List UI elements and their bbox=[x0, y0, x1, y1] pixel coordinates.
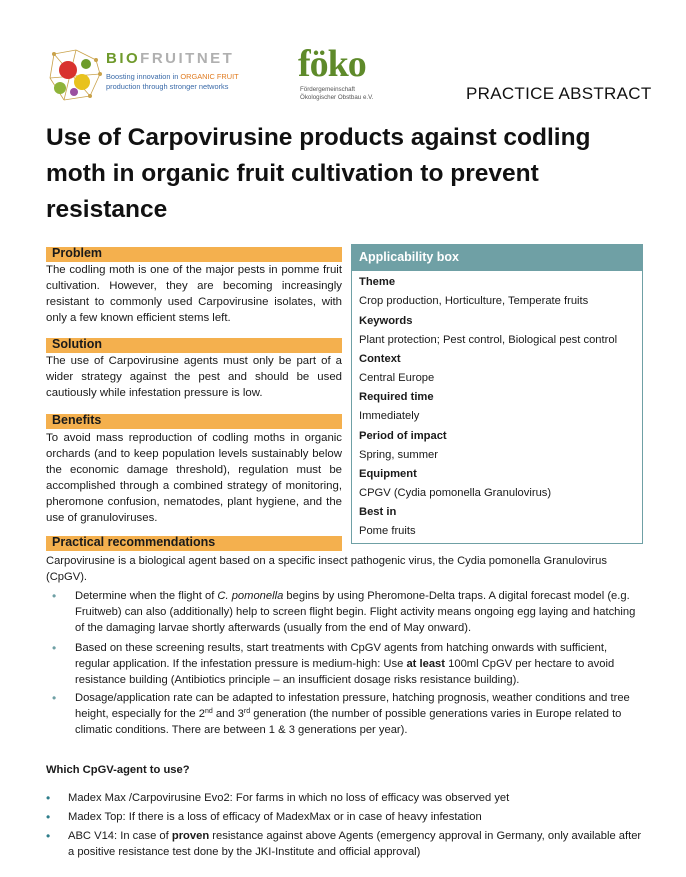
benefits-heading-bar bbox=[46, 414, 342, 429]
problem-heading: Problem bbox=[52, 246, 103, 260]
solution-heading-bar bbox=[46, 338, 342, 353]
biofruitnet-wordmark: BIOFRUITNET bbox=[106, 50, 235, 67]
bullet-icon: • bbox=[52, 691, 57, 705]
context-value: Central Europe bbox=[359, 372, 435, 384]
bullet-icon: • bbox=[52, 589, 57, 603]
required-time-value: Immediately bbox=[359, 410, 420, 422]
keywords-label: Keywords bbox=[359, 315, 413, 327]
biofruitnet-tagline: Boosting innovation in ORGANIC FRUIT production through stronger networks bbox=[106, 72, 239, 91]
solution-text: The use of Carpovirusine agents must only be part of a wider strategy against the pest and should be used cautiously while infestation pressure is low. bbox=[46, 355, 342, 399]
keywords-value: Plant protection; Pest control, Biological pest control bbox=[359, 334, 618, 346]
bullet-icon: • bbox=[46, 810, 51, 824]
document-title: Use of Carpovirusine products against codling moth in organic fruit cultivation to prevent resistance bbox=[46, 124, 591, 223]
foko-logo bbox=[298, 43, 418, 102]
bullet-icon: • bbox=[46, 791, 51, 805]
theme-value: Crop production, Horticulture, Temperate fruits bbox=[359, 295, 589, 307]
biofruitnet-logo bbox=[46, 44, 256, 106]
benefits-heading: Benefits bbox=[52, 413, 102, 427]
list-item-text: Determine when the flight of C. pomonella begins by using Pheromone-Delta traps. A digital forecast model (e.g. Fruitweb) can also (additionally) help to screen flight begin. Flight activity means ongoing egg laying and hatching of the damaging larvae shortly afterwards (usually from the end of May onward). bbox=[75, 590, 636, 634]
theme-label: Theme bbox=[359, 276, 396, 288]
problem-text: The codling moth is one of the major pests in pomme fruit cultivation. However, they are becoming increasingly resistant to commonly used Carpovirusine isolates, with only a few known efficient stems left. bbox=[46, 264, 342, 324]
period-value: Spring, summer bbox=[359, 449, 438, 461]
bullet-icon: • bbox=[46, 829, 51, 843]
bullet-icon: • bbox=[52, 641, 57, 655]
applicability-box bbox=[351, 244, 643, 544]
practical-heading-bar bbox=[46, 536, 342, 551]
period-label: Period of impact bbox=[359, 430, 447, 442]
applicability-title: Applicability box bbox=[359, 250, 460, 264]
foko-subtitle: Fördergemeinschaft Ökologischer Obstbau e.V. bbox=[300, 86, 374, 101]
practical-intro: Carpovirusine is a biological agent based on a specific insect pathogenic virus, the Cydia pomonella Granulovirus (CpGV). bbox=[46, 555, 607, 583]
biofruitnet-network-icon bbox=[46, 44, 104, 106]
equipment-label: Equipment bbox=[359, 468, 417, 480]
list-item-text: ABC V14: In case of proven resistance against above Agents (emergency approval in Germany, only available after a positive resistance test done by the JKI-Institute and official approval) bbox=[68, 830, 642, 858]
which-agent-heading: Which CpGV-agent to use? bbox=[46, 764, 190, 776]
benefits-text: To avoid mass reproduction of codling moths in organic orchards (and to keep population levels sustainably below the economic damage threshold), regulation must be accomplished through a combined strategy of monitoring, pheromone confusion, nematodes, plant hygiene, and the use of granuloviruses. bbox=[46, 432, 342, 524]
solution-heading: Solution bbox=[52, 337, 102, 351]
applicability-header bbox=[352, 245, 642, 271]
foko-wordmark: föko bbox=[298, 43, 366, 85]
list-item-text: Based on these screening results, start treatments with CpGV agents from hatching onwards with sufficient, regular application. If the infestation pressure is medium-high: Use at least 100ml CpGV per hectare to avoid resistance building (Antibiotics principle – an insufficient dosage risks resistance building). bbox=[75, 642, 615, 686]
equipment-value: CPGV (Cydia pomonella Granulovirus) bbox=[359, 487, 552, 499]
list-item-text: Madex Max /Carpovirusine Evo2: For farms in which no loss of efficacy was observed yet bbox=[68, 792, 510, 804]
best-in-label: Best in bbox=[359, 506, 397, 518]
practice-abstract-label: PRACTICE ABSTRACT bbox=[466, 84, 652, 103]
list-item-text: Madex Top: If there is a loss of efficacy of MadexMax or in case of heavy infestation bbox=[68, 811, 482, 823]
required-time-label: Required time bbox=[359, 391, 434, 403]
practical-heading: Practical recommendations bbox=[52, 535, 216, 549]
context-label: Context bbox=[359, 353, 401, 365]
list-item-text: Dosage/application rate can be adapted to infestation pressure, hatching prognosis, weather conditions and tree height, especially for the 2nd and 3rd generation (the number of possible generations varies in Europe related to climatic conditions. There are between 1 & 3 generations per year). bbox=[75, 692, 630, 736]
best-in-value: Pome fruits bbox=[359, 525, 416, 537]
problem-heading-bar bbox=[46, 247, 342, 262]
